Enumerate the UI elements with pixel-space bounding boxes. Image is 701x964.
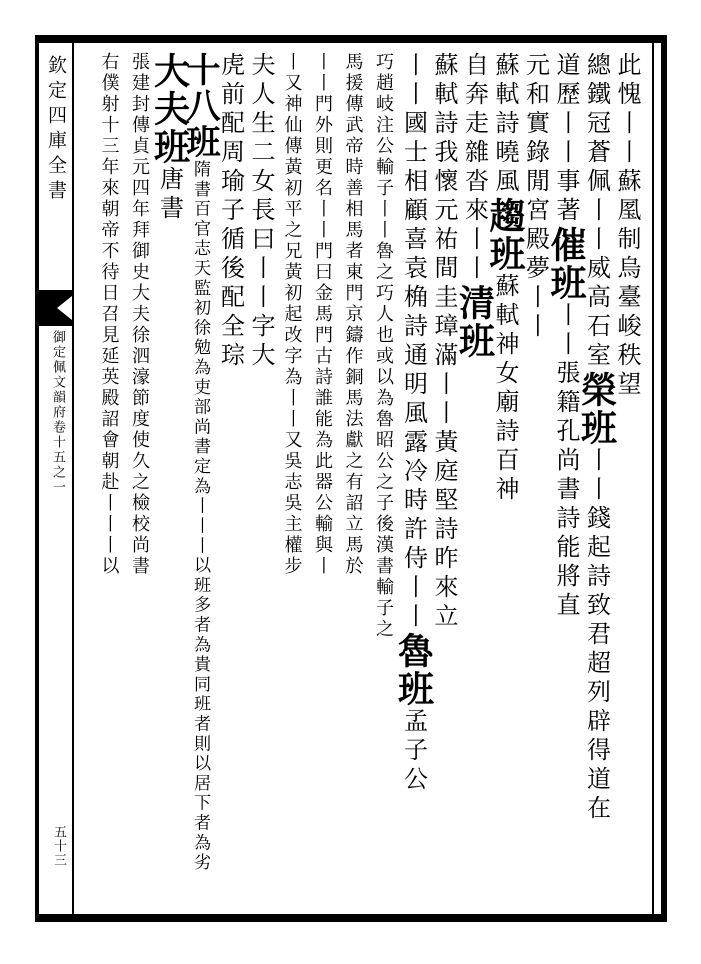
headword: 榮班: [575, 371, 618, 447]
text-column: 丨丨國士相顧喜袁桷詩通明風露冷時許侍丨丨魯班孟子公: [392, 52, 435, 795]
text-column: 虎前配周瑜子循後配全琮: [216, 52, 245, 371]
text-column: 此愧丨丨蘇㓘制烏臺峻秩望: [613, 52, 641, 400]
frame-top-border: [35, 35, 667, 43]
text-column: 馬援傳武帝時善相馬者東門京鑄作銅馬法獻之有詔立馬於: [342, 52, 364, 577]
headword: 清班: [453, 284, 496, 360]
text-column: 巧趙岐注公輸子丨丨魯之巧人也或以為魯昭公之子後漢書輸子之: [373, 52, 394, 640]
fishtail-mark-icon: [39, 290, 72, 326]
headword: 十八班: [180, 52, 220, 160]
text-column: 十八班隋書百官志天監初徐勉為吏部尚書定為丨丨丨以班多者為貴同班者則以居下者為劣: [180, 52, 220, 873]
text-column: 道歷丨丨事著催班丨丨張籍孔尚書詩能將直: [545, 52, 587, 621]
text-column: 蘇軾詩我懷元祐間圭璋滿丨丨黃庭堅詩昨來立: [430, 52, 458, 632]
frame-right-border: [661, 35, 667, 922]
text-column: 元和實錄閒宮殿夢丨丨: [521, 52, 550, 342]
text-column: 右僕射十三年來朝帝不待日召見延英殿詔會朝赴丨丨丨以: [98, 52, 120, 577]
headword: 魯班: [392, 632, 435, 708]
page-number: 五十三: [51, 825, 66, 867]
headword: 趨班: [484, 197, 526, 273]
frame-bottom-border: [35, 914, 667, 922]
text-column: 丨又神仙傳黃初平之兄黃初起改字為丨丨又吳志吳主權步: [281, 52, 303, 577]
inner-right-rule: [652, 43, 654, 914]
book-name: 御定佩文韻府: [50, 330, 65, 420]
volume-number: 卷十五之一: [50, 420, 65, 495]
text-column: 丨丨門外則更名丨丨門曰金馬門古詩誰能為此器公輸與丨: [312, 52, 333, 577]
headword: 催班: [545, 226, 587, 302]
margin-divider: [72, 43, 74, 914]
text-column: 自奔走雜沓來丨丨清班: [453, 52, 496, 360]
margin-book-title: [44, 330, 68, 495]
headword: 大夫班: [148, 52, 191, 166]
text-column: 總鐵冠蒼佩丨丨威高石室榮班丨丨錢起詩致君超列辟得道在: [575, 52, 618, 824]
text-column: 大夫班唐書: [148, 52, 191, 224]
margin-title: 欽定四庫全書: [45, 55, 67, 205]
text-column: 張建封傳貞元四年拜御史大夫徐泗濠節度使久之檢校尚書: [129, 52, 150, 577]
text-column: 夫人生二女長曰丨丨字大: [247, 52, 275, 371]
margin-column: [0, 0, 72, 964]
text-column: 蘇軾詩曉風趨班蘇軾神女廟詩百神: [484, 52, 526, 505]
